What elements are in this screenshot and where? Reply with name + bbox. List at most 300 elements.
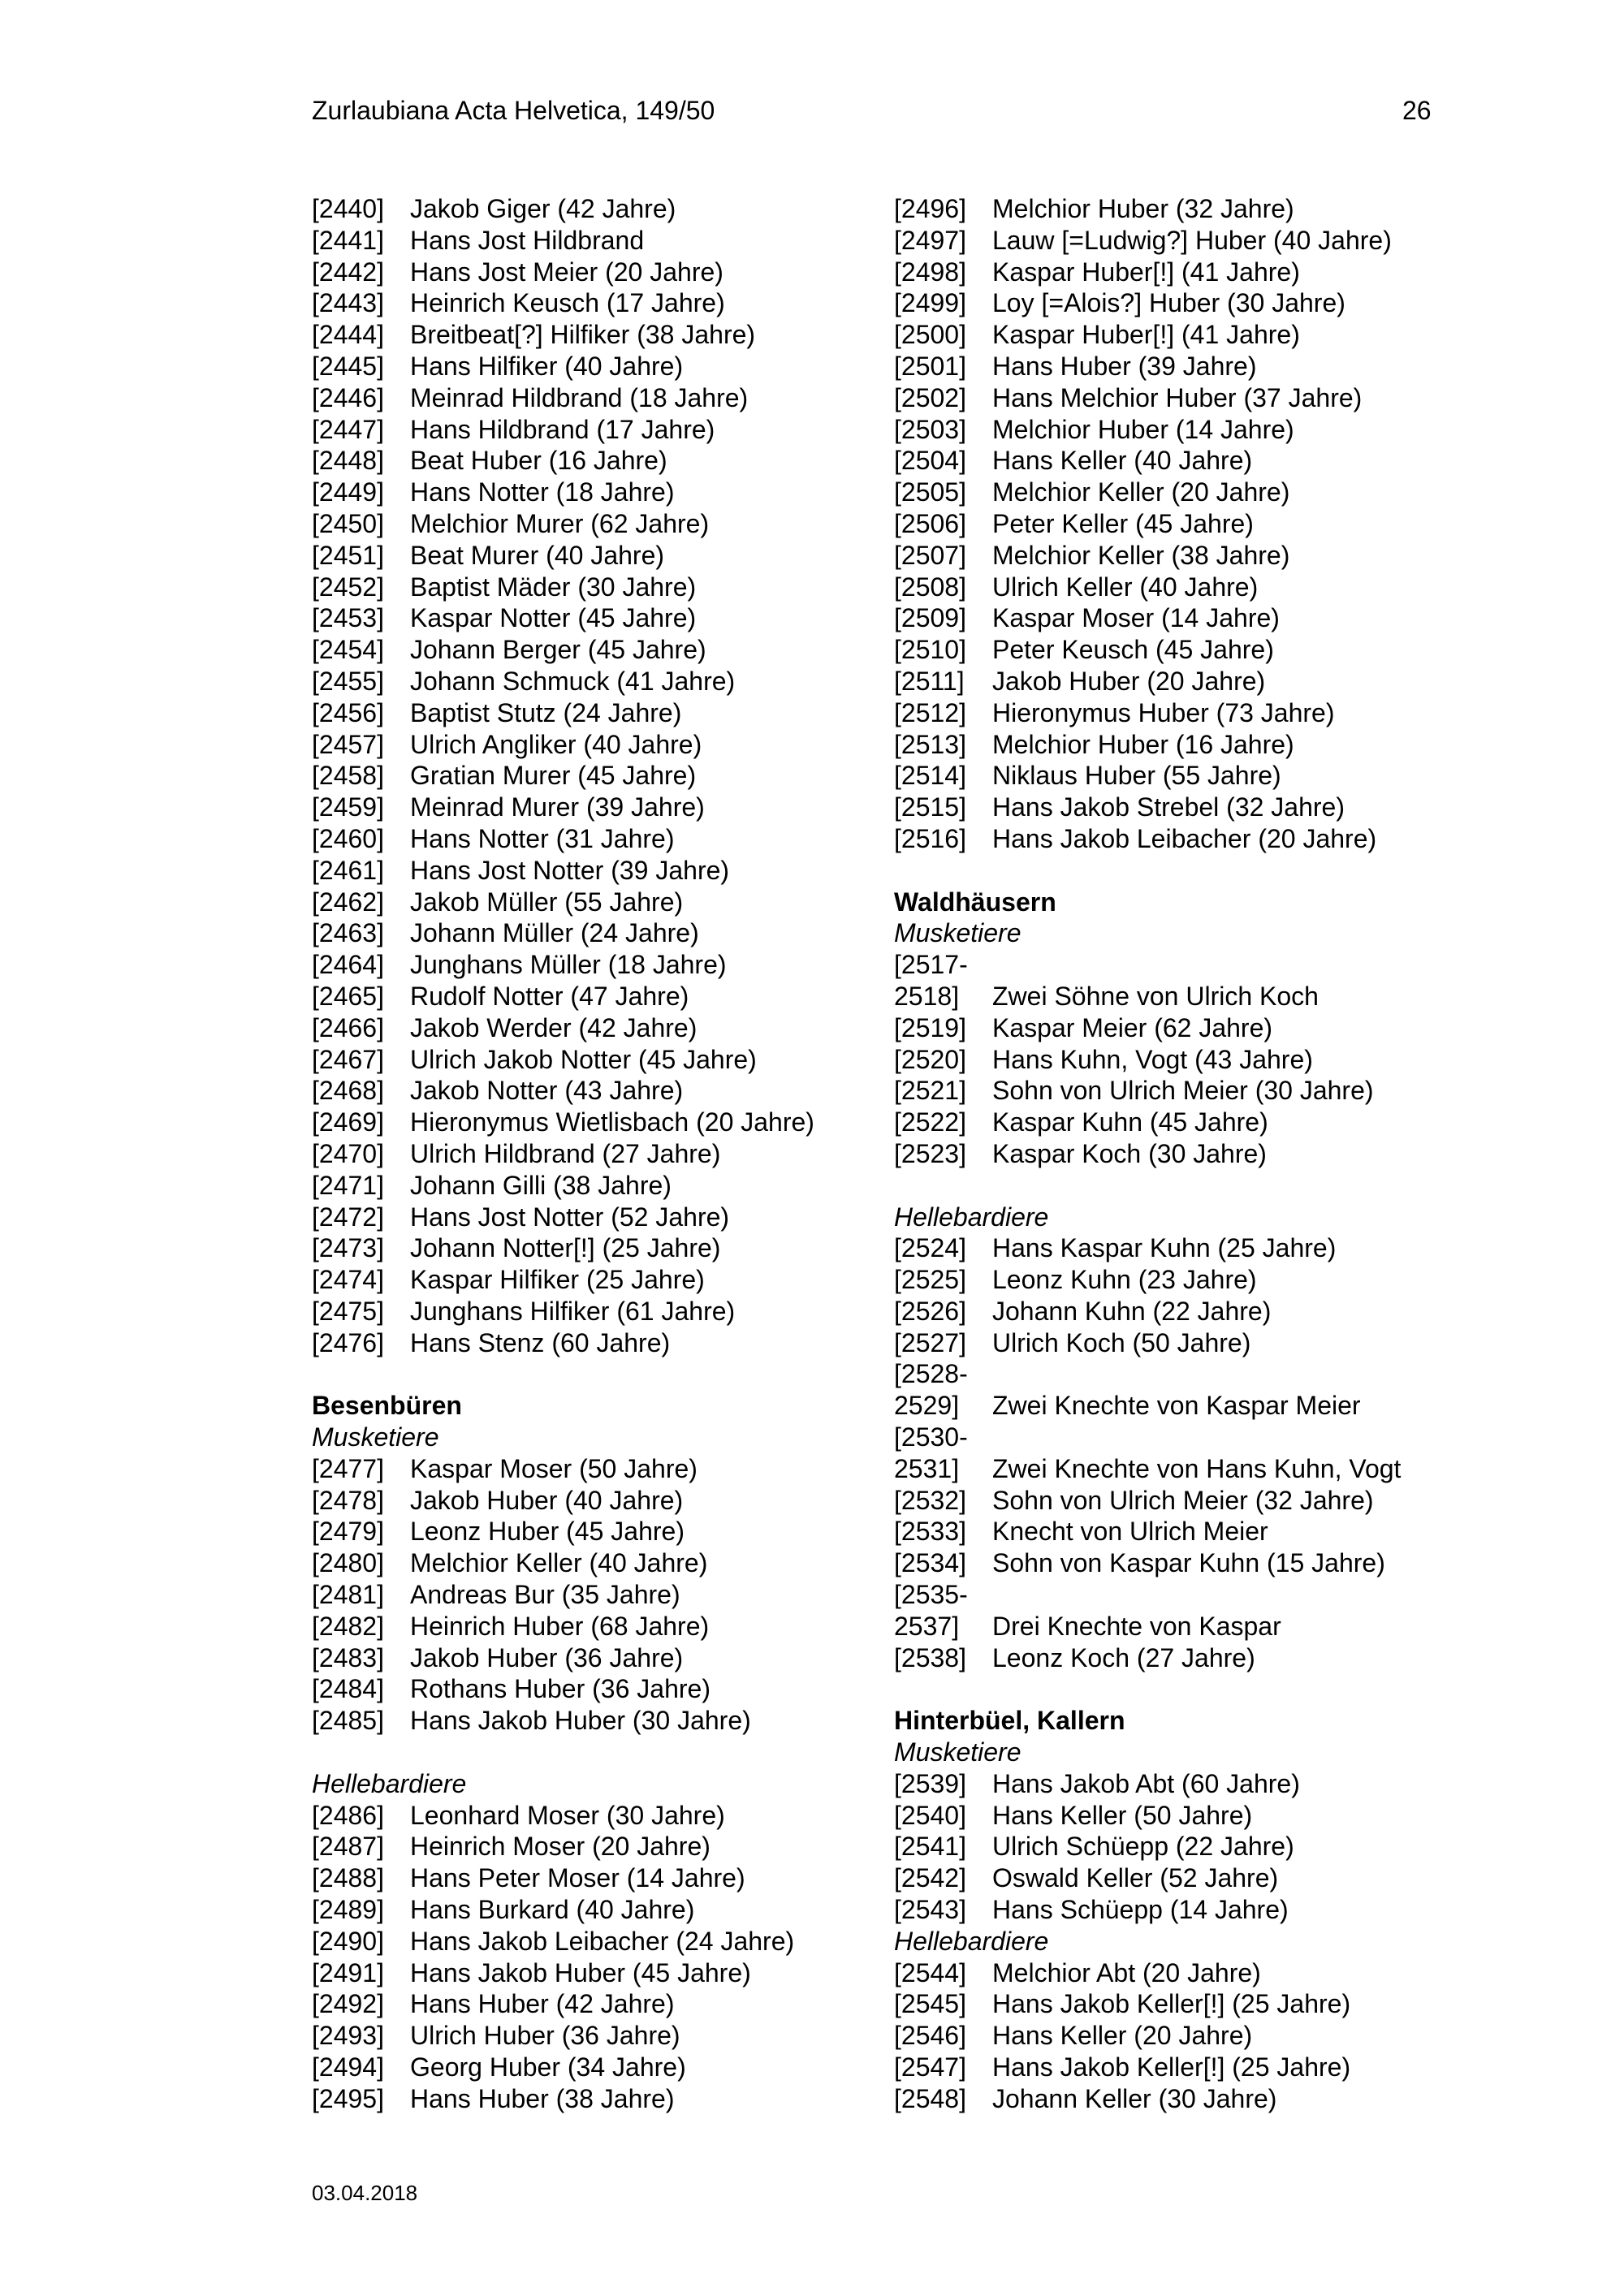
- entry-name: Beat Huber (16 Jahre): [410, 446, 667, 476]
- entry-number: [2460]: [312, 823, 384, 853]
- roster-entry: [894, 1044, 1495, 1076]
- entry-number: [2485]: [312, 1706, 384, 1736]
- roster-entry: [894, 1642, 1495, 1674]
- unit-subheading: Musketiere: [312, 1422, 439, 1452]
- entry-number: [2500]: [894, 320, 966, 350]
- entry-name: Kaspar Moser (14 Jahre): [992, 603, 1280, 633]
- entry-number: [2478]: [312, 1485, 384, 1515]
- entry-name: Hans Jakob Keller[!] (25 Jahre): [992, 1989, 1351, 2019]
- unit-subheading: Hellebardiere: [312, 1768, 467, 1798]
- entry-number: [2447]: [312, 414, 384, 444]
- roster-entry: [312, 1075, 913, 1107]
- roster-entry: [312, 949, 913, 981]
- entry-name: Zwei Knechte von Kaspar Meier: [992, 1391, 1361, 1421]
- roster-entry: [894, 1768, 1495, 1800]
- roster-entry: [312, 1012, 913, 1044]
- entry-number: [2455]: [312, 666, 384, 696]
- entry-name: Sohn von Kaspar Kuhn (15 Jahre): [992, 1548, 1385, 1578]
- entry-name: Jakob Huber (20 Jahre): [992, 666, 1266, 696]
- roster-entry: [312, 477, 913, 508]
- roster-entry: [894, 666, 1495, 697]
- entry-name: Hans Jost Meier (20 Jahre): [410, 257, 723, 287]
- entry-number: [2497]: [894, 225, 966, 255]
- entry-number: 2529]: [894, 1391, 960, 1421]
- entry-number: [2453]: [312, 603, 384, 633]
- roster-entry: [894, 949, 1495, 981]
- roster-entry: [894, 414, 1495, 446]
- entry-number: [2463]: [312, 918, 384, 948]
- entry-number: [2511]: [894, 666, 965, 696]
- roster-entry: [312, 823, 913, 855]
- entry-number: [2458]: [312, 761, 384, 791]
- entry-number: [2473]: [312, 1233, 384, 1263]
- roster-entry: [312, 445, 913, 477]
- entry-name: Rudolf Notter (47 Jahre): [410, 981, 689, 1011]
- entry-number: [2483]: [312, 1642, 384, 1672]
- entry-name: Kaspar Notter (45 Jahre): [410, 603, 697, 633]
- roster-entry: [894, 792, 1495, 823]
- entry-number: [2492]: [312, 1989, 384, 2019]
- entry-name: Johann Gilli (38 Jahre): [410, 1170, 672, 1200]
- roster-entry: [312, 1296, 913, 1327]
- entry-name: Hans Schüepp (14 Jahre): [992, 1895, 1289, 1925]
- roster-entry: [894, 1579, 1495, 1611]
- roster-entry: [312, 602, 913, 634]
- roster-entry: [894, 2052, 1495, 2083]
- entry-name: Junghans Hilfiker (61 Jahre): [410, 1296, 736, 1326]
- entry-number: [2462]: [312, 887, 384, 917]
- roster-entry: [894, 351, 1495, 382]
- roster-entry: [312, 1453, 913, 1485]
- roster-entry: [312, 1800, 913, 1832]
- roster-entry: [894, 1453, 1495, 1485]
- roster-entry: [894, 477, 1495, 508]
- entry-name: Melchior Keller (40 Jahre): [410, 1548, 708, 1578]
- entry-number: [2516]: [894, 823, 966, 853]
- roster-entry: [894, 1075, 1495, 1107]
- entry-number: [2532]: [894, 1485, 966, 1515]
- entry-number: [2481]: [312, 1580, 384, 1610]
- roster-entry: [312, 1705, 913, 1737]
- entry-name: Oswald Keller (52 Jahre): [992, 1863, 1279, 1893]
- entry-number: [2522]: [894, 1107, 966, 1137]
- roster-entry: [312, 1831, 913, 1862]
- roster-entry: [312, 2083, 913, 2115]
- entry-name: Hans Melchior Huber (37 Jahre): [992, 382, 1363, 412]
- entry-number: [2525]: [894, 1265, 966, 1295]
- entry-name: Ulrich Huber (36 Jahre): [410, 2021, 680, 2051]
- entry-name: Kaspar Huber[!] (41 Jahre): [992, 257, 1300, 287]
- entry-name: Knecht von Ulrich Meier: [992, 1517, 1268, 1547]
- section-heading: Waldhäusern: [894, 887, 1056, 917]
- entry-name: Leonhard Moser (30 Jahre): [410, 1800, 725, 1830]
- roster-entry: [312, 193, 913, 225]
- entry-number: [2459]: [312, 792, 384, 822]
- footer-date: 03.04.2018: [312, 2181, 418, 2205]
- roster-entry: [312, 225, 913, 257]
- entry-name: Georg Huber (34 Jahre): [410, 2052, 686, 2082]
- entry-number: [2445]: [312, 351, 384, 381]
- roster-entry: [312, 1516, 913, 1547]
- entry-number: [2456]: [312, 697, 384, 727]
- entry-name: Hans Huber (39 Jahre): [992, 351, 1257, 381]
- unit-subheading: Musketiere: [894, 918, 1021, 948]
- entry-number: [2498]: [894, 257, 966, 287]
- roster-entry: [894, 257, 1495, 288]
- roster-entry: [894, 1012, 1495, 1044]
- entry-number: [2466]: [312, 1012, 384, 1042]
- entry-number: [2479]: [312, 1517, 384, 1547]
- roster-entry: [894, 1390, 1495, 1422]
- roster-entry: [312, 981, 913, 1012]
- entry-number: [2449]: [312, 477, 384, 507]
- entry-name: Hans Burkard (40 Jahre): [410, 1895, 695, 1925]
- entry-name: Hans Jakob Strebel (32 Jahre): [992, 792, 1345, 822]
- entry-name: Zwei Söhne von Ulrich Koch: [992, 981, 1319, 1011]
- roster-entry: [894, 1485, 1495, 1517]
- entry-name: Heinrich Moser (20 Jahre): [410, 1832, 710, 1862]
- entry-name: Hans Jakob Huber (45 Jahre): [410, 1957, 751, 1987]
- entry-number: [2440]: [312, 194, 384, 223]
- entry-number: [2480]: [312, 1548, 384, 1578]
- entry-name: Johann Müller (24 Jahre): [410, 918, 699, 948]
- roster-entry: [894, 2083, 1495, 2115]
- entry-number: [2544]: [894, 1957, 966, 1987]
- entry-name: Hans Jost Notter (39 Jahre): [410, 855, 730, 885]
- roster-entry: [312, 1926, 913, 1957]
- entry-number: [2486]: [312, 1800, 384, 1830]
- entry-number: [2489]: [312, 1895, 384, 1925]
- entry-name: Hans Jakob Abt (60 Jahre): [992, 1768, 1300, 1798]
- entry-number: [2534]: [894, 1548, 966, 1578]
- section-heading: Hinterbüel, Kallern: [894, 1706, 1125, 1736]
- entry-number: [2446]: [312, 382, 384, 412]
- entry-number: [2504]: [894, 446, 966, 476]
- roster-entry: [312, 319, 913, 351]
- roster-entry: [894, 1327, 1495, 1359]
- entry-number: [2535-: [894, 1580, 968, 1610]
- entry-number: [2471]: [312, 1170, 384, 1200]
- roster-entry: [312, 1138, 913, 1170]
- roster-entry: [312, 729, 913, 761]
- roster-entry: [312, 855, 913, 887]
- entry-number: [2482]: [312, 1611, 384, 1641]
- entry-number: [2503]: [894, 414, 966, 444]
- roster-entry: [312, 257, 913, 288]
- roster-entry: [312, 1862, 913, 1894]
- roster-entry: [312, 1673, 913, 1705]
- entry-name: Hans Keller (50 Jahre): [992, 1800, 1253, 1830]
- entry-number: [2464]: [312, 950, 384, 980]
- roster-entry: [894, 382, 1495, 414]
- entry-name: Hans Keller (20 Jahre): [992, 2021, 1253, 2051]
- entry-name: Sohn von Ulrich Meier (30 Jahre): [992, 1076, 1374, 1106]
- entry-name: Leonz Huber (45 Jahre): [410, 1517, 685, 1547]
- roster-entry: [312, 1957, 913, 1989]
- roster-entry: [894, 1516, 1495, 1547]
- spacer: [312, 1358, 913, 1390]
- entry-number: [2543]: [894, 1895, 966, 1925]
- entry-name: Jakob Huber (36 Jahre): [410, 1642, 684, 1672]
- entry-number: [2491]: [312, 1957, 384, 1987]
- roster-entry: [894, 602, 1495, 634]
- entry-name: Hans Huber (38 Jahre): [410, 2083, 675, 2113]
- entry-number: [2548]: [894, 2083, 966, 2113]
- entry-number: [2470]: [312, 1138, 384, 1168]
- entry-number: [2527]: [894, 1327, 966, 1357]
- entry-name: Junghans Müller (18 Jahre): [410, 950, 727, 980]
- entry-number: [2468]: [312, 1076, 384, 1106]
- entry-number: [2448]: [312, 446, 384, 476]
- roster-entry: [312, 1894, 913, 1926]
- entry-number: [2530-: [894, 1422, 968, 1452]
- entry-name: Kaspar Koch (30 Jahre): [992, 1138, 1267, 1168]
- section-heading: Besenbüren: [312, 1391, 462, 1421]
- roster-entry: [894, 2020, 1495, 2052]
- entry-number: 2531]: [894, 1453, 960, 1483]
- entry-number: [2442]: [312, 257, 384, 287]
- entry-number: [2444]: [312, 320, 384, 350]
- entry-number: [2488]: [312, 1863, 384, 1893]
- entry-name: Hans Notter (31 Jahre): [410, 823, 675, 853]
- roster-entry: [894, 1831, 1495, 1862]
- entry-number: [2499]: [894, 288, 966, 318]
- entry-number: [2465]: [312, 981, 384, 1011]
- entry-number: [2477]: [312, 1453, 384, 1483]
- entry-number: [2508]: [894, 572, 966, 602]
- entry-name: Hans Jakob Leibacher (20 Jahre): [992, 823, 1377, 853]
- roster-entry: [894, 225, 1495, 257]
- roster-entry: [894, 1232, 1495, 1264]
- entry-name: Melchior Huber (32 Jahre): [992, 194, 1294, 223]
- entry-name: Ulrich Hildbrand (27 Jahre): [410, 1138, 721, 1168]
- roster-entry: [894, 540, 1495, 572]
- entry-number: [2454]: [312, 635, 384, 665]
- roster-entry: [312, 697, 913, 729]
- roster-entry: [312, 760, 913, 792]
- entry-name: Baptist Stutz (24 Jahre): [410, 697, 682, 727]
- entry-name: Hans Jost Hildbrand: [410, 225, 645, 255]
- roster-entry: [894, 1547, 1495, 1579]
- entry-name: Hans Peter Moser (14 Jahre): [410, 1863, 745, 1893]
- entry-name: Ulrich Angliker (40 Jahre): [410, 729, 702, 759]
- roster-entry: [894, 729, 1495, 761]
- roster-entry: [312, 572, 913, 603]
- roster-entry: [312, 414, 913, 446]
- entry-name: Jakob Huber (40 Jahre): [410, 1485, 684, 1515]
- entry-name: Kaspar Meier (62 Jahre): [992, 1012, 1273, 1042]
- entry-number: [2517-: [894, 950, 968, 980]
- roster-entry: [312, 1170, 913, 1202]
- entry-name: Breitbeat[?] Hilfiker (38 Jahre): [410, 320, 756, 350]
- entry-name: Leonz Kuhn (23 Jahre): [992, 1265, 1257, 1295]
- roster-entry: [312, 351, 913, 382]
- entry-number: 2518]: [894, 981, 960, 1011]
- entry-name: Johann Keller (30 Jahre): [992, 2083, 1277, 2113]
- roster-entry: [894, 634, 1495, 666]
- roster-entry: [894, 1107, 1495, 1138]
- roster-entry: [894, 1894, 1495, 1926]
- entry-name: Leonz Koch (27 Jahre): [992, 1642, 1255, 1672]
- roster-entry: [312, 917, 913, 949]
- entry-number: [2547]: [894, 2052, 966, 2082]
- entry-name: Melchior Keller (20 Jahre): [992, 477, 1290, 507]
- entry-name: Loy [=Alois?] Huber (30 Jahre): [992, 288, 1345, 318]
- entry-number: [2496]: [894, 194, 966, 223]
- entry-number: [2487]: [312, 1832, 384, 1862]
- entry-number: [2502]: [894, 382, 966, 412]
- roster-entry: [894, 1800, 1495, 1832]
- roster-entry: [312, 287, 913, 319]
- unit-subheading: Musketiere: [894, 1737, 1021, 1767]
- entry-number: [2510]: [894, 635, 966, 665]
- roster-entry: [312, 1044, 913, 1076]
- entry-name: Hans Jakob Huber (30 Jahre): [410, 1706, 751, 1736]
- entry-number: [2493]: [312, 2021, 384, 2051]
- roster-entry: [894, 1264, 1495, 1296]
- entry-name: Hans Kuhn, Vogt (43 Jahre): [992, 1044, 1313, 1074]
- unit-subheading: Hellebardiere: [894, 1202, 1049, 1232]
- entry-number: [2495]: [312, 2083, 384, 2113]
- entry-name: Meinrad Hildbrand (18 Jahre): [410, 382, 749, 412]
- entry-number: [2542]: [894, 1863, 966, 1893]
- roster-entry: [894, 823, 1495, 855]
- entry-name: Jakob Giger (42 Jahre): [410, 194, 676, 223]
- entry-name: Kaspar Moser (50 Jahre): [410, 1453, 698, 1483]
- roster-entry: [312, 1642, 913, 1674]
- entry-number: [2512]: [894, 697, 966, 727]
- entry-number: [2523]: [894, 1138, 966, 1168]
- roster-entry: [312, 2052, 913, 2083]
- entry-name: Heinrich Huber (68 Jahre): [410, 1611, 710, 1641]
- entry-name: Ulrich Jakob Notter (45 Jahre): [410, 1044, 757, 1074]
- roster-entry: [312, 1611, 913, 1642]
- entry-number: [2505]: [894, 477, 966, 507]
- roster-entry: [312, 1232, 913, 1264]
- entry-name: Baptist Mäder (30 Jahre): [410, 572, 697, 602]
- entry-name: Melchior Huber (16 Jahre): [992, 729, 1294, 759]
- entry-number: [2545]: [894, 1989, 966, 2019]
- spacer: [312, 1737, 913, 1768]
- right-column: [894, 193, 1495, 2115]
- entry-name: Meinrad Murer (39 Jahre): [410, 792, 705, 822]
- roster-entry: [894, 1988, 1495, 2020]
- entry-name: Beat Murer (40 Jahre): [410, 540, 665, 570]
- entry-name: Johann Schmuck (41 Jahre): [410, 666, 736, 696]
- roster-entry: [312, 508, 913, 540]
- entry-number: [2540]: [894, 1800, 966, 1830]
- entry-name: Niklaus Huber (55 Jahre): [992, 761, 1281, 791]
- entry-number: [2475]: [312, 1296, 384, 1326]
- entry-name: Hans Notter (18 Jahre): [410, 477, 675, 507]
- entry-name: Ulrich Koch (50 Jahre): [992, 1327, 1251, 1357]
- entry-name: Johann Berger (45 Jahre): [410, 635, 706, 665]
- roster-entry: [894, 193, 1495, 225]
- unit-subheading: Hellebardiere: [894, 1926, 1049, 1956]
- entry-number: [2484]: [312, 1674, 384, 1704]
- entry-number: [2538]: [894, 1642, 966, 1672]
- roster-entry: [312, 1988, 913, 2020]
- entry-name: Zwei Knechte von Hans Kuhn, Vogt: [992, 1453, 1402, 1483]
- spacer: [894, 1673, 1495, 1705]
- roster-entry: [894, 760, 1495, 792]
- roster-entry: [312, 1327, 913, 1359]
- entry-name: Rothans Huber (36 Jahre): [410, 1674, 710, 1704]
- entry-number: [2539]: [894, 1768, 966, 1798]
- entry-number: [2467]: [312, 1044, 384, 1074]
- entry-name: Hans Stenz (60 Jahre): [410, 1327, 671, 1357]
- entry-number: [2474]: [312, 1265, 384, 1295]
- entry-number: [2509]: [894, 603, 966, 633]
- roster-entry: [312, 1579, 913, 1611]
- entry-number: [2443]: [312, 288, 384, 318]
- roster-entry: [312, 887, 913, 918]
- roster-entry: [312, 792, 913, 823]
- entry-name: Melchior Murer (62 Jahre): [410, 508, 710, 538]
- roster-entry: [894, 445, 1495, 477]
- entry-number: [2441]: [312, 225, 384, 255]
- entry-name: Kaspar Hilfiker (25 Jahre): [410, 1265, 705, 1295]
- entry-name: Jakob Werder (42 Jahre): [410, 1012, 698, 1042]
- page-number: 26: [1402, 96, 1432, 125]
- entry-number: [2450]: [312, 508, 384, 538]
- entry-number: [2494]: [312, 2052, 384, 2082]
- roster-entry: [894, 1296, 1495, 1327]
- entry-number: [2461]: [312, 855, 384, 885]
- entry-name: Johann Notter[!] (25 Jahre): [410, 1233, 721, 1263]
- entry-number: [2507]: [894, 540, 966, 570]
- entry-number: [2513]: [894, 729, 966, 759]
- entry-number: [2457]: [312, 729, 384, 759]
- entry-number: [2490]: [312, 1926, 384, 1956]
- roster-entry: [312, 540, 913, 572]
- roster-entry: [894, 697, 1495, 729]
- entry-name: Melchior Keller (38 Jahre): [992, 540, 1290, 570]
- entry-number: [2521]: [894, 1076, 966, 1106]
- entry-number: [2501]: [894, 351, 966, 381]
- entry-number: [2472]: [312, 1202, 384, 1232]
- entry-number: [2515]: [894, 792, 966, 822]
- roster-entry: [894, 1611, 1495, 1642]
- entry-number: [2533]: [894, 1517, 966, 1547]
- entry-number: [2452]: [312, 572, 384, 602]
- entry-number: [2546]: [894, 2021, 966, 2051]
- entry-name: Lauw [=Ludwig?] Huber (40 Jahre): [992, 225, 1392, 255]
- roster-entry: [894, 508, 1495, 540]
- roster-entry: [894, 319, 1495, 351]
- entry-name: Gratian Murer (45 Jahre): [410, 761, 697, 791]
- roster-entry: [312, 382, 913, 414]
- roster-entry: [894, 572, 1495, 603]
- entry-name: Hans Jakob Leibacher (24 Jahre): [410, 1926, 795, 1956]
- roster-entry: [312, 1264, 913, 1296]
- entry-number: [2519]: [894, 1012, 966, 1042]
- roster-entry: [894, 287, 1495, 319]
- roster-entry: [894, 1358, 1495, 1390]
- spacer: [894, 1170, 1495, 1202]
- roster-entry: [894, 981, 1495, 1012]
- entry-name: Hans Jakob Keller[!] (25 Jahre): [992, 2052, 1351, 2082]
- roster-entry: [312, 666, 913, 697]
- entry-number: [2451]: [312, 540, 384, 570]
- entry-name: Hieronymus Huber (73 Jahre): [992, 697, 1335, 727]
- entry-name: Sohn von Ulrich Meier (32 Jahre): [992, 1485, 1374, 1515]
- roster-entry: [894, 1422, 1495, 1453]
- left-column: [312, 193, 913, 2115]
- roster-entry: [894, 1957, 1495, 1989]
- entry-number: [2520]: [894, 1044, 966, 1074]
- entry-name: Hans Kaspar Kuhn (25 Jahre): [992, 1233, 1337, 1263]
